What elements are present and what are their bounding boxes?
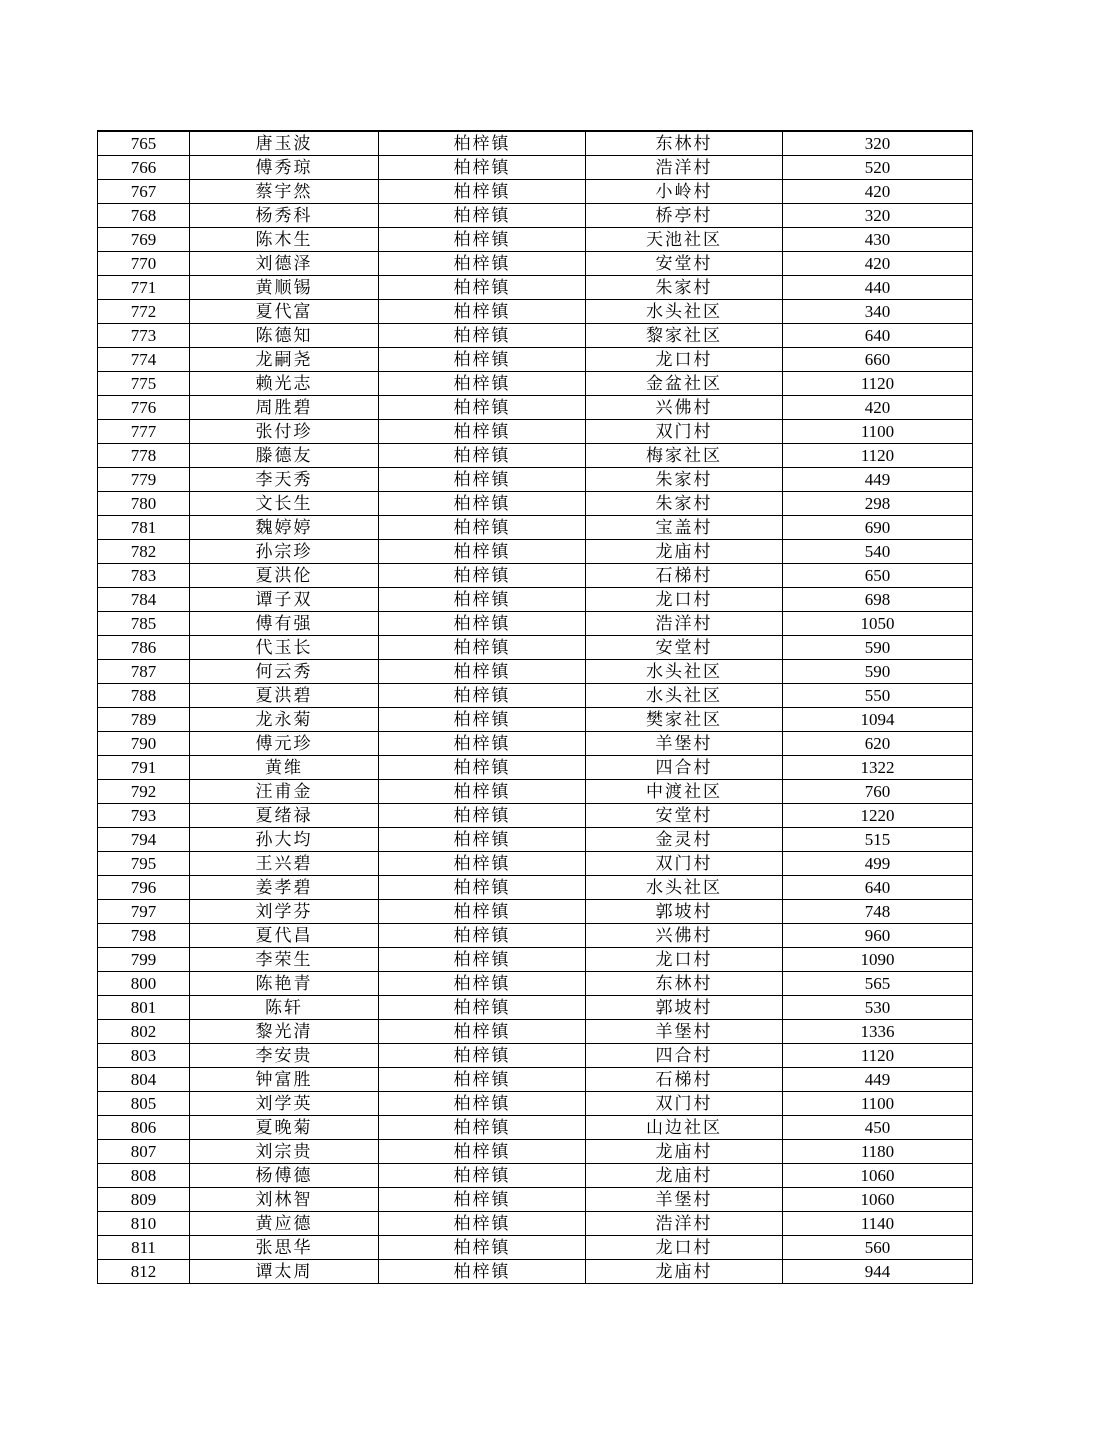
town-cell: 柏梓镇: [379, 348, 586, 372]
row-number-cell: 795: [98, 852, 190, 876]
village-cell: 羊堡村: [586, 1020, 783, 1044]
town-cell: 柏梓镇: [379, 276, 586, 300]
village-cell: 天池社区: [586, 228, 783, 252]
town-cell: 柏梓镇: [379, 852, 586, 876]
amount-cell: 450: [783, 1116, 973, 1140]
table-row: [98, 1260, 973, 1284]
table-body: [98, 131, 973, 1284]
town-cell: 柏梓镇: [379, 780, 586, 804]
table-row: [98, 804, 973, 828]
village-cell: 石梯村: [586, 1068, 783, 1092]
name-cell: 夏洪碧: [190, 684, 379, 708]
row-number-cell: 771: [98, 276, 190, 300]
name-cell: 杨傅德: [190, 1164, 379, 1188]
amount-cell: 320: [783, 204, 973, 228]
row-number-cell: 786: [98, 636, 190, 660]
town-cell: 柏梓镇: [379, 324, 586, 348]
town-cell: 柏梓镇: [379, 660, 586, 684]
town-cell: 柏梓镇: [379, 540, 586, 564]
table-row: [98, 420, 973, 444]
table-row: [98, 1044, 973, 1068]
name-cell: 龙永菊: [190, 708, 379, 732]
row-number-cell: 772: [98, 300, 190, 324]
row-number-cell: 812: [98, 1260, 190, 1284]
amount-cell: 1180: [783, 1140, 973, 1164]
town-cell: 柏梓镇: [379, 1044, 586, 1068]
town-cell: 柏梓镇: [379, 996, 586, 1020]
village-cell: 小岭村: [586, 180, 783, 204]
row-number-cell: 765: [98, 131, 190, 156]
amount-cell: 560: [783, 1236, 973, 1260]
name-cell: 谭子双: [190, 588, 379, 612]
name-cell: 夏代昌: [190, 924, 379, 948]
name-cell: 陈木生: [190, 228, 379, 252]
amount-cell: 590: [783, 636, 973, 660]
row-number-cell: 803: [98, 1044, 190, 1068]
amount-cell: 1120: [783, 372, 973, 396]
row-number-cell: 780: [98, 492, 190, 516]
name-cell: 李天秀: [190, 468, 379, 492]
name-cell: 刘学芬: [190, 900, 379, 924]
village-cell: 黎家社区: [586, 324, 783, 348]
amount-cell: 499: [783, 852, 973, 876]
name-cell: 孙宗珍: [190, 540, 379, 564]
town-cell: 柏梓镇: [379, 924, 586, 948]
table-row: [98, 348, 973, 372]
town-cell: 柏梓镇: [379, 228, 586, 252]
table-row: [98, 780, 973, 804]
row-number-cell: 805: [98, 1092, 190, 1116]
row-number-cell: 785: [98, 612, 190, 636]
amount-cell: 1100: [783, 420, 973, 444]
amount-cell: 690: [783, 516, 973, 540]
name-cell: 蔡宇然: [190, 180, 379, 204]
row-number-cell: 777: [98, 420, 190, 444]
town-cell: 柏梓镇: [379, 300, 586, 324]
table-row: [98, 1068, 973, 1092]
name-cell: 文长生: [190, 492, 379, 516]
row-number-cell: 799: [98, 948, 190, 972]
row-number-cell: 801: [98, 996, 190, 1020]
village-cell: 石梯村: [586, 564, 783, 588]
table-row: [98, 612, 973, 636]
table-row: [98, 252, 973, 276]
village-cell: 梅家社区: [586, 444, 783, 468]
village-cell: 双门村: [586, 1092, 783, 1116]
data-sheet: [97, 130, 973, 1284]
table-row: [98, 204, 973, 228]
amount-cell: 1060: [783, 1188, 973, 1212]
town-cell: 柏梓镇: [379, 972, 586, 996]
name-cell: 刘林智: [190, 1188, 379, 1212]
village-cell: 樊家社区: [586, 708, 783, 732]
name-cell: 周胜碧: [190, 396, 379, 420]
village-cell: 朱家村: [586, 276, 783, 300]
town-cell: 柏梓镇: [379, 396, 586, 420]
amount-cell: 449: [783, 1068, 973, 1092]
amount-cell: 1100: [783, 1092, 973, 1116]
village-cell: 龙口村: [586, 588, 783, 612]
table-row: [98, 996, 973, 1020]
town-cell: 柏梓镇: [379, 444, 586, 468]
row-number-cell: 809: [98, 1188, 190, 1212]
village-cell: 双门村: [586, 420, 783, 444]
row-number-cell: 797: [98, 900, 190, 924]
name-cell: 夏绪禄: [190, 804, 379, 828]
village-cell: 浩洋村: [586, 156, 783, 180]
name-cell: 夏洪伦: [190, 564, 379, 588]
row-number-cell: 775: [98, 372, 190, 396]
name-cell: 夏代富: [190, 300, 379, 324]
village-cell: 羊堡村: [586, 732, 783, 756]
table-row: [98, 1164, 973, 1188]
town-cell: 柏梓镇: [379, 756, 586, 780]
amount-cell: 650: [783, 564, 973, 588]
amount-cell: 590: [783, 660, 973, 684]
name-cell: 代玉长: [190, 636, 379, 660]
village-cell: 山边社区: [586, 1116, 783, 1140]
name-cell: 张付珍: [190, 420, 379, 444]
name-cell: 何云秀: [190, 660, 379, 684]
town-cell: 柏梓镇: [379, 1116, 586, 1140]
town-cell: 柏梓镇: [379, 1260, 586, 1284]
town-cell: 柏梓镇: [379, 732, 586, 756]
village-cell: 龙口村: [586, 348, 783, 372]
village-cell: 安堂村: [586, 252, 783, 276]
table-row: [98, 1116, 973, 1140]
amount-cell: 449: [783, 468, 973, 492]
row-number-cell: 773: [98, 324, 190, 348]
row-number-cell: 811: [98, 1236, 190, 1260]
table-row: [98, 636, 973, 660]
village-cell: 中渡社区: [586, 780, 783, 804]
village-cell: 水头社区: [586, 300, 783, 324]
name-cell: 唐玉波: [190, 131, 379, 156]
amount-cell: 1090: [783, 948, 973, 972]
town-cell: 柏梓镇: [379, 684, 586, 708]
name-cell: 张思华: [190, 1236, 379, 1260]
amount-cell: 420: [783, 252, 973, 276]
table-row: [98, 732, 973, 756]
name-cell: 姜孝碧: [190, 876, 379, 900]
village-cell: 龙庙村: [586, 1140, 783, 1164]
name-cell: 龙嗣尧: [190, 348, 379, 372]
town-cell: 柏梓镇: [379, 204, 586, 228]
village-cell: 金灵村: [586, 828, 783, 852]
table-row: [98, 924, 973, 948]
name-cell: 傅秀琼: [190, 156, 379, 180]
row-number-cell: 790: [98, 732, 190, 756]
village-cell: 水头社区: [586, 684, 783, 708]
row-number-cell: 783: [98, 564, 190, 588]
name-cell: 刘德泽: [190, 252, 379, 276]
name-cell: 黎光清: [190, 1020, 379, 1044]
amount-cell: 748: [783, 900, 973, 924]
village-cell: 水头社区: [586, 660, 783, 684]
amount-cell: 1060: [783, 1164, 973, 1188]
amount-cell: 520: [783, 156, 973, 180]
table-row: [98, 972, 973, 996]
row-number-cell: 767: [98, 180, 190, 204]
row-number-cell: 787: [98, 660, 190, 684]
amount-cell: 620: [783, 732, 973, 756]
name-cell: 黄顺锡: [190, 276, 379, 300]
row-number-cell: 793: [98, 804, 190, 828]
name-cell: 黄应德: [190, 1212, 379, 1236]
town-cell: 柏梓镇: [379, 180, 586, 204]
town-cell: 柏梓镇: [379, 492, 586, 516]
name-cell: 魏婷婷: [190, 516, 379, 540]
village-cell: 浩洋村: [586, 612, 783, 636]
village-cell: 兴佛村: [586, 396, 783, 420]
name-cell: 陈德知: [190, 324, 379, 348]
village-cell: 龙庙村: [586, 1164, 783, 1188]
name-cell: 刘宗贵: [190, 1140, 379, 1164]
town-cell: 柏梓镇: [379, 636, 586, 660]
name-cell: 汪甫金: [190, 780, 379, 804]
town-cell: 柏梓镇: [379, 468, 586, 492]
name-cell: 王兴碧: [190, 852, 379, 876]
village-cell: 安堂村: [586, 636, 783, 660]
name-cell: 刘学英: [190, 1092, 379, 1116]
table-row: [98, 468, 973, 492]
row-number-cell: 800: [98, 972, 190, 996]
town-cell: 柏梓镇: [379, 1188, 586, 1212]
town-cell: 柏梓镇: [379, 372, 586, 396]
village-cell: 东林村: [586, 131, 783, 156]
row-number-cell: 796: [98, 876, 190, 900]
amount-cell: 1140: [783, 1212, 973, 1236]
name-cell: 滕德友: [190, 444, 379, 468]
row-number-cell: 810: [98, 1212, 190, 1236]
table-row: [98, 1188, 973, 1212]
table-row: [98, 1236, 973, 1260]
name-cell: 赖光志: [190, 372, 379, 396]
village-cell: 羊堡村: [586, 1188, 783, 1212]
table-row: [98, 372, 973, 396]
table-row: [98, 876, 973, 900]
roster-table: [97, 130, 973, 1284]
amount-cell: 1094: [783, 708, 973, 732]
town-cell: 柏梓镇: [379, 420, 586, 444]
name-cell: 傅有强: [190, 612, 379, 636]
row-number-cell: 770: [98, 252, 190, 276]
town-cell: 柏梓镇: [379, 1020, 586, 1044]
table-row: [98, 156, 973, 180]
village-cell: 双门村: [586, 852, 783, 876]
table-row: [98, 660, 973, 684]
row-number-cell: 782: [98, 540, 190, 564]
village-cell: 桥亭村: [586, 204, 783, 228]
amount-cell: 565: [783, 972, 973, 996]
row-number-cell: 806: [98, 1116, 190, 1140]
town-cell: 柏梓镇: [379, 588, 586, 612]
table-row: [98, 131, 973, 156]
amount-cell: 640: [783, 876, 973, 900]
table-row: [98, 540, 973, 564]
village-cell: 龙口村: [586, 948, 783, 972]
amount-cell: 420: [783, 396, 973, 420]
table-row: [98, 396, 973, 420]
table-row: [98, 948, 973, 972]
name-cell: 陈艳青: [190, 972, 379, 996]
town-cell: 柏梓镇: [379, 1092, 586, 1116]
name-cell: 孙大均: [190, 828, 379, 852]
table-row: [98, 228, 973, 252]
table-row: [98, 180, 973, 204]
village-cell: 郭坡村: [586, 996, 783, 1020]
table-row: [98, 588, 973, 612]
table-row: [98, 900, 973, 924]
village-cell: 水头社区: [586, 876, 783, 900]
village-cell: 龙庙村: [586, 1260, 783, 1284]
row-number-cell: 789: [98, 708, 190, 732]
table-row: [98, 492, 973, 516]
amount-cell: 944: [783, 1260, 973, 1284]
table-row: [98, 756, 973, 780]
row-number-cell: 808: [98, 1164, 190, 1188]
row-number-cell: 802: [98, 1020, 190, 1044]
amount-cell: 660: [783, 348, 973, 372]
town-cell: 柏梓镇: [379, 708, 586, 732]
town-cell: 柏梓镇: [379, 612, 586, 636]
table-row: [98, 1140, 973, 1164]
row-number-cell: 784: [98, 588, 190, 612]
amount-cell: 640: [783, 324, 973, 348]
row-number-cell: 791: [98, 756, 190, 780]
amount-cell: 1120: [783, 444, 973, 468]
village-cell: 龙庙村: [586, 540, 783, 564]
amount-cell: 440: [783, 276, 973, 300]
name-cell: 李安贵: [190, 1044, 379, 1068]
village-cell: 朱家村: [586, 468, 783, 492]
row-number-cell: 781: [98, 516, 190, 540]
name-cell: 钟富胜: [190, 1068, 379, 1092]
town-cell: 柏梓镇: [379, 828, 586, 852]
amount-cell: 698: [783, 588, 973, 612]
amount-cell: 1220: [783, 804, 973, 828]
village-cell: 四合村: [586, 1044, 783, 1068]
town-cell: 柏梓镇: [379, 900, 586, 924]
town-cell: 柏梓镇: [379, 516, 586, 540]
table-row: [98, 564, 973, 588]
amount-cell: 430: [783, 228, 973, 252]
amount-cell: 298: [783, 492, 973, 516]
amount-cell: 1336: [783, 1020, 973, 1044]
town-cell: 柏梓镇: [379, 1140, 586, 1164]
amount-cell: 760: [783, 780, 973, 804]
town-cell: 柏梓镇: [379, 1236, 586, 1260]
table-row: [98, 324, 973, 348]
table-row: [98, 828, 973, 852]
table-row: [98, 852, 973, 876]
amount-cell: 1322: [783, 756, 973, 780]
village-cell: 安堂村: [586, 804, 783, 828]
amount-cell: 320: [783, 131, 973, 156]
row-number-cell: 804: [98, 1068, 190, 1092]
name-cell: 黄维: [190, 756, 379, 780]
row-number-cell: 776: [98, 396, 190, 420]
amount-cell: 530: [783, 996, 973, 1020]
village-cell: 朱家村: [586, 492, 783, 516]
village-cell: 浩洋村: [586, 1212, 783, 1236]
row-number-cell: 768: [98, 204, 190, 228]
village-cell: 金盆社区: [586, 372, 783, 396]
town-cell: 柏梓镇: [379, 1068, 586, 1092]
amount-cell: 1050: [783, 612, 973, 636]
town-cell: 柏梓镇: [379, 1164, 586, 1188]
amount-cell: 515: [783, 828, 973, 852]
name-cell: 陈轩: [190, 996, 379, 1020]
row-number-cell: 766: [98, 156, 190, 180]
row-number-cell: 769: [98, 228, 190, 252]
name-cell: 谭太周: [190, 1260, 379, 1284]
table-row: [98, 1092, 973, 1116]
name-cell: 李荣生: [190, 948, 379, 972]
town-cell: 柏梓镇: [379, 156, 586, 180]
row-number-cell: 807: [98, 1140, 190, 1164]
village-cell: 东林村: [586, 972, 783, 996]
name-cell: 夏晚菊: [190, 1116, 379, 1140]
table-row: [98, 1212, 973, 1236]
town-cell: 柏梓镇: [379, 948, 586, 972]
village-cell: 四合村: [586, 756, 783, 780]
row-number-cell: 788: [98, 684, 190, 708]
row-number-cell: 792: [98, 780, 190, 804]
town-cell: 柏梓镇: [379, 564, 586, 588]
village-cell: 兴佛村: [586, 924, 783, 948]
town-cell: 柏梓镇: [379, 131, 586, 156]
town-cell: 柏梓镇: [379, 1212, 586, 1236]
table-row: [98, 516, 973, 540]
amount-cell: 1120: [783, 1044, 973, 1068]
town-cell: 柏梓镇: [379, 876, 586, 900]
name-cell: 傅元珍: [190, 732, 379, 756]
table-row: [98, 300, 973, 324]
village-cell: 宝盖村: [586, 516, 783, 540]
row-number-cell: 778: [98, 444, 190, 468]
table-row: [98, 1020, 973, 1044]
row-number-cell: 798: [98, 924, 190, 948]
amount-cell: 340: [783, 300, 973, 324]
village-cell: 郭坡村: [586, 900, 783, 924]
amount-cell: 540: [783, 540, 973, 564]
town-cell: 柏梓镇: [379, 252, 586, 276]
table-row: [98, 276, 973, 300]
amount-cell: 960: [783, 924, 973, 948]
name-cell: 杨秀科: [190, 204, 379, 228]
table-row: [98, 708, 973, 732]
village-cell: 龙口村: [586, 1236, 783, 1260]
amount-cell: 550: [783, 684, 973, 708]
amount-cell: 420: [783, 180, 973, 204]
row-number-cell: 779: [98, 468, 190, 492]
row-number-cell: 794: [98, 828, 190, 852]
table-row: [98, 684, 973, 708]
row-number-cell: 774: [98, 348, 190, 372]
town-cell: 柏梓镇: [379, 804, 586, 828]
table-row: [98, 444, 973, 468]
